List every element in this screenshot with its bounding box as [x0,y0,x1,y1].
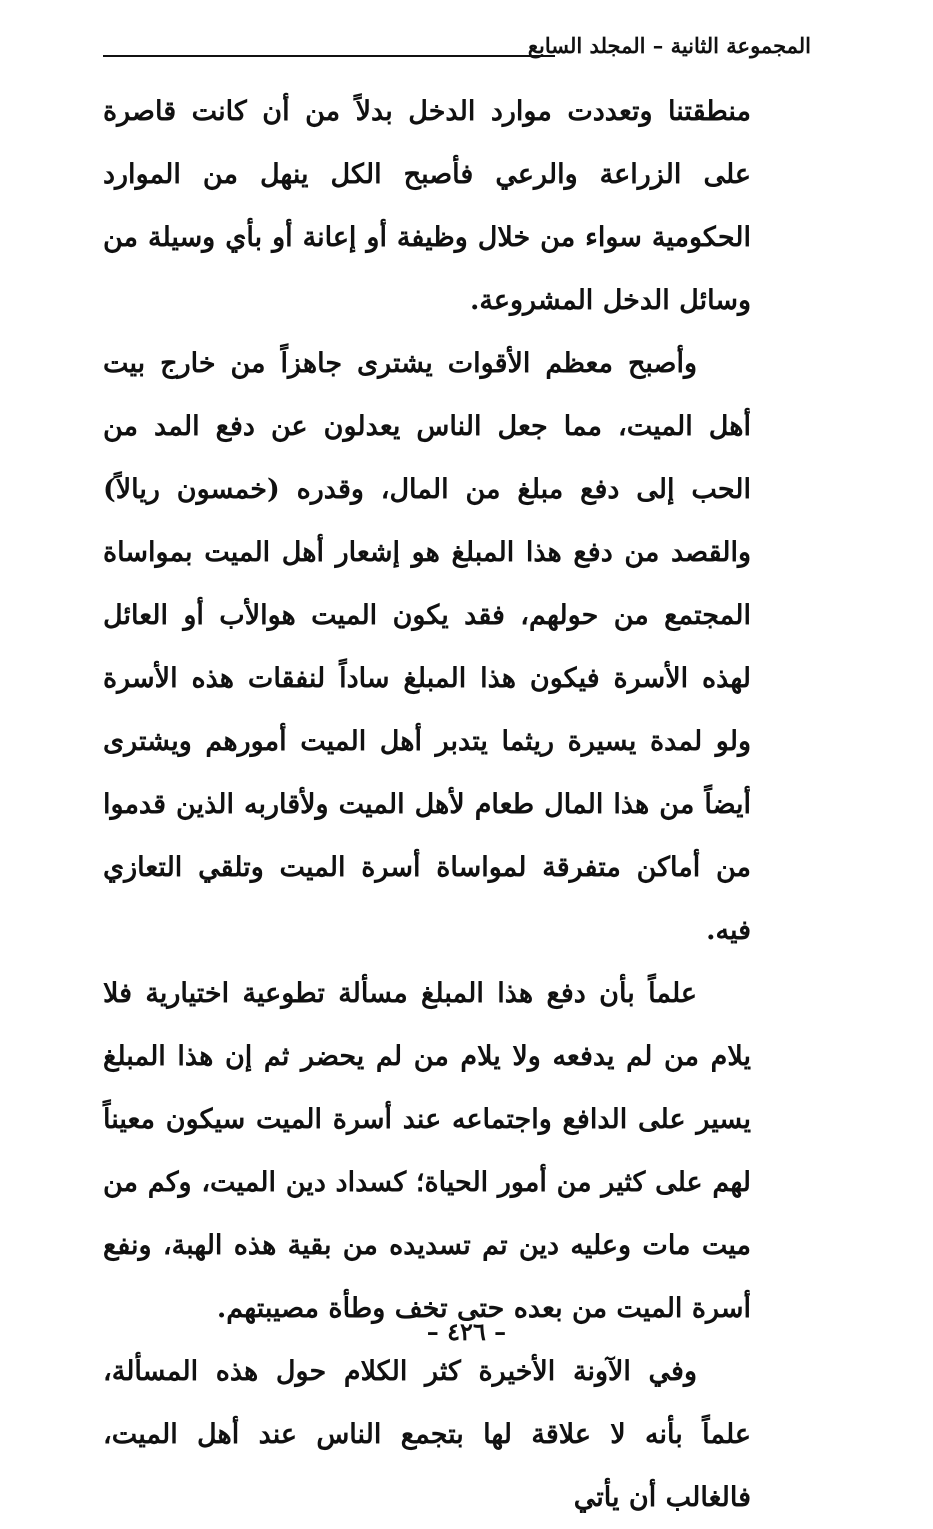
paragraph: منطقتنا وتعددت موارد الدخل بدلاً من أن كانت قاصرة على الزراعة والرعي فأصبح الكل ينهل من الموارد الحكومية سواء من خلال وظيفة أو إعانة أو بأي وسيلة من وسائل الدخل المشروعة. [103,96,751,316]
paragraph: وأصبح معظم الأقوات يشترى جاهزاً من خارج بيت أهل الميت، مما جعل الناس يعدلون عن دفع المد من الحب إلى دفع مبلغ من المال، وقدره (خمسون ريالاً) والقصد من دفع هذا المبلغ هو إشعار أهل الميت بمواساة المجتمع من حولهم، فقد يكون الميت هوالأب أو العائل لهذه الأسرة فيكون هذا المبلغ ساداً لنفقات هذه الأسرة ولو لمدة يسيرة ريثما يتدبر أهل الميت أمورهم ويشترى أيضاً من هذا المال طعام لأهل الميت ولأقاربه الذين قدموا من أماكن متفرقة لمواساة أسرة الميت وتلقي التعازي فيه. [103,348,751,946]
header-rule [103,55,555,57]
page-number: – ٤٢٦ – [426,1317,507,1346]
paragraph: علماً بأن دفع هذا المبلغ مسألة تطوعية اختيارية فلا يلام من لم يدفعه ولا يلام من لم يحضر ثم إن هذا المبلغ يسير على الدافع واجتماعه عند أسرة الميت سيكون معيناً لهم على كثير من أمور الحياة؛ كسداد دين الميت، وكم من ميت مات وعليه دين تم تسديده من بقية هذه الهبة، ونفع أسرة الميت من بعده حتى تخف وطأة مصيبتهم. [103,978,751,1324]
paragraph: وفي الآونة الأخيرة كثر الكلام حول هذه المسألة، علماً بأنه لا علاقة لها بتجمع الناس عند أهل الميت، فالغالب أن يأتي [103,1356,751,1513]
body-text [103,80,751,1529]
running-header: المجموعة الثانية – المجلد السابع [527,33,811,58]
